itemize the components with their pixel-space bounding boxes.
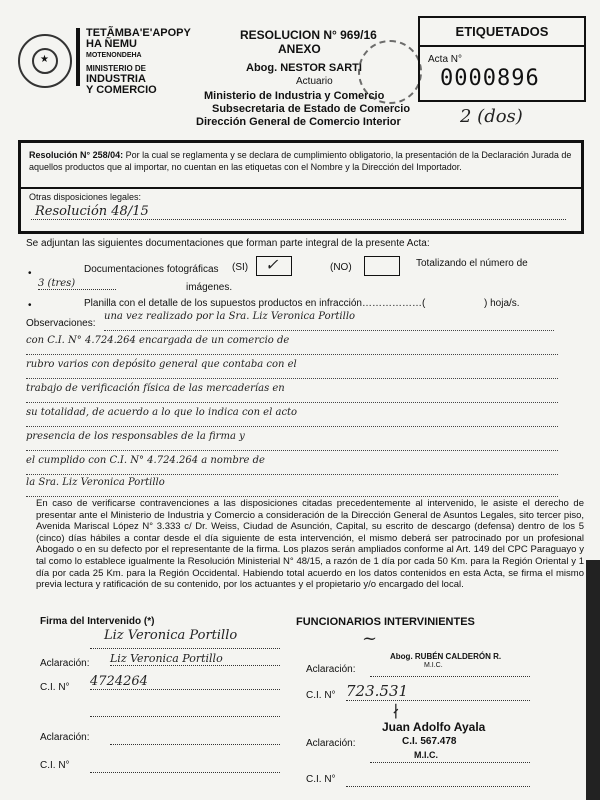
acta-label: Acta N° — [428, 54, 463, 65]
obs-line-2: con C.I. N° 4.724.264 encargada de un comercio de — [26, 334, 558, 355]
resolucion-text — [29, 149, 574, 173]
stamp2-org: M.I.C. — [414, 750, 438, 760]
resolucion-label: Resolución N° 258/04: — [29, 150, 124, 160]
aclaracion2-right-label: Aclaración: — [306, 738, 356, 749]
count-hand: 3 (tres) — [38, 278, 116, 290]
official-stamp-icon — [358, 40, 422, 104]
obs-line-4: trabajo de verificación física de las mercaderías en — [26, 382, 558, 403]
resolucion-body: Por la cual se reglamenta y se declara de cumplimiento obligatorio, la presentación de la Declaración Jurada de aquellos productos que al importar, no cuentan en las etiquetas con el Nombre y la Dirección del Importador. — [29, 150, 572, 172]
org-line2: Subsecretaria de Estado de Comercio — [212, 103, 411, 115]
org-line1: Ministerio de Industria y Comercio — [204, 90, 385, 102]
obs-line-7: el cumplido con C.I. N° 4.724.264 a nombre de — [26, 454, 558, 475]
aclaracion-left-label: Aclaración: — [40, 658, 90, 669]
ci-left-label: C.I. N° — [40, 682, 70, 693]
stamp2-name: Juan Adolfo Ayala — [382, 720, 486, 734]
handwritten-note: 2 (dos) — [460, 106, 523, 127]
no-checkbox[interactable] — [364, 256, 400, 276]
ministry-line2: HA ÑEMU — [86, 38, 137, 50]
funcionario-signature-2: ∤ — [392, 702, 400, 721]
firma-intervenido-title: Firma del Intervenido (*) — [40, 616, 155, 627]
ministry-line6: Y COMERCIO — [86, 84, 157, 96]
stamp2-ci: C.I. 567.478 — [402, 736, 457, 747]
scan-edge — [586, 560, 600, 800]
aclaracion-right-label: Aclaración: — [306, 664, 356, 675]
abog-name: Abog. NESTOR SARTI — [246, 62, 362, 74]
funcionario-signature-1: ~ — [362, 628, 378, 649]
stamp1-org: M.I.C. — [424, 662, 443, 669]
ci-right-label: C.I. N° — [306, 690, 336, 701]
firma-left-line-2 — [90, 716, 280, 717]
aclaracion2-left-label: Aclaración: — [40, 732, 90, 743]
republica-seal-icon: ★ — [18, 34, 72, 88]
aclaracion-right-line — [370, 676, 530, 677]
obs-line-1: una vez realizado por la Sra. Liz Veronica Portillo — [104, 310, 554, 331]
etiquetados-title: ETIQUETADOS — [420, 18, 584, 47]
funcionarios-title: FUNCIONARIOS INTERVINIENTES — [296, 616, 475, 628]
intervenido-signature: Liz Veronica Portillo — [104, 628, 238, 643]
observaciones-label: Observaciones: — [26, 318, 96, 329]
obs-line-5: su totalidad, de acuerdo a lo que lo indica con el acto — [26, 406, 558, 427]
acta-number: 0000896 — [440, 66, 540, 91]
ministry-line5: INDUSTRIA — [86, 73, 146, 85]
aclaracion-left-value: Liz Veronica Portillo — [110, 652, 280, 666]
otras-disposiciones — [21, 187, 581, 219]
resolucion-box — [18, 140, 584, 234]
anexo-label: ANEXO — [278, 42, 321, 56]
org-line3: Dirección General de Comercio Interior — [196, 116, 401, 128]
obs-line-6: presencia de los responsables de la firma y — [26, 430, 558, 451]
ci2-right-label: C.I. N° — [306, 774, 336, 785]
ministry-line1: TETÃMBA'E'APOPY — [86, 27, 191, 39]
stamp1-name: Abog. RUBÉN CALDERÓN R. — [390, 652, 502, 661]
etiquetados-box — [418, 16, 586, 102]
obs-line-3: rubro varios con depósito general que contaba con el — [26, 358, 558, 379]
resolucion-number: RESOLUCION N° 969/16 — [240, 28, 377, 42]
aclaracion2-left-line — [110, 744, 280, 745]
si-checkbox[interactable] — [256, 256, 292, 276]
si-check-icon: ✓ — [265, 255, 279, 274]
adjuntan-intro: Se adjuntan las siguientes documentaciones que forman parte integral de la presente Acta: — [26, 238, 430, 249]
totalizando-label: Totalizando el número de — [416, 258, 528, 269]
ci-right-value: 723.531 — [346, 682, 530, 701]
ministry-line3: MOTENONDEHA — [86, 52, 142, 59]
doc-foto-label: Documentaciones fotográficas — [84, 264, 219, 275]
ministry-line4: MINISTERIO DE — [86, 64, 147, 73]
imagenes-label: imágenes. — [186, 282, 233, 293]
obs-line-8: la Sra. Liz Veronica Portillo — [26, 476, 558, 497]
no-label: (NO) — [330, 262, 352, 273]
planilla-label: Planilla con el detalle de los supuestos productos en infracción………………( — [84, 298, 426, 309]
ministry-logo-bar — [76, 28, 80, 86]
ci2-right-line — [346, 786, 530, 787]
bullet-2: • — [28, 300, 32, 311]
bullet-1: • — [28, 268, 32, 279]
firma-left-line — [90, 648, 280, 649]
si-label: (SI) — [232, 262, 249, 273]
legal-text: En caso de verificarse contravenciones a las disposiciones citadas precedentemente al intervenido, le asiste el derecho de presentar ante el Ministerio de Industria y Comercio a consideración de la Dirección General de Asuntos Legales, sito tercer piso, Avenida Mariscal López N° 3.333 c/ Dr. Weiss, Ciudad de Asunción, Capital, su escrito de descargo (defensa) dentro de los 5 (cinco) días hábiles a contar desde el día siguiente de esta intervención, el mismo deberá ser patrocinado por un profesional Abogado o en su defecto por el representante de la firma. Los plazos serán ampliados conforme al Art. 149 del CPC Paraguayo y tal como lo establece igualmente la Resolución Ministerial N° 48/15, a razón de 1 día por cada 50 Km. para la Región Oriental y 1 día por cada 25 Km. para la Región Occidental. Habiendo total acuerdo en los datos contenidos en esta Acta, se firma el mismo previa lectura y ratificación de su contenido, por los actuantes y el propietario y/o encargado del local. — [36, 498, 584, 591]
otras-label: Otras disposiciones legales: — [29, 192, 142, 202]
otras-value: Resolución 48/15 — [35, 204, 149, 219]
otras-line — [31, 219, 566, 220]
ci2-left-line — [90, 772, 280, 773]
aclaracion2-right-line — [370, 762, 530, 763]
ministry-name — [86, 28, 191, 96]
hojas-label: ) hoja/s. — [484, 298, 520, 309]
actuario-label: Actuario — [296, 76, 333, 87]
ci-left-value: 4724264 — [90, 674, 280, 690]
ci2-left-label: C.I. N° — [40, 760, 70, 771]
